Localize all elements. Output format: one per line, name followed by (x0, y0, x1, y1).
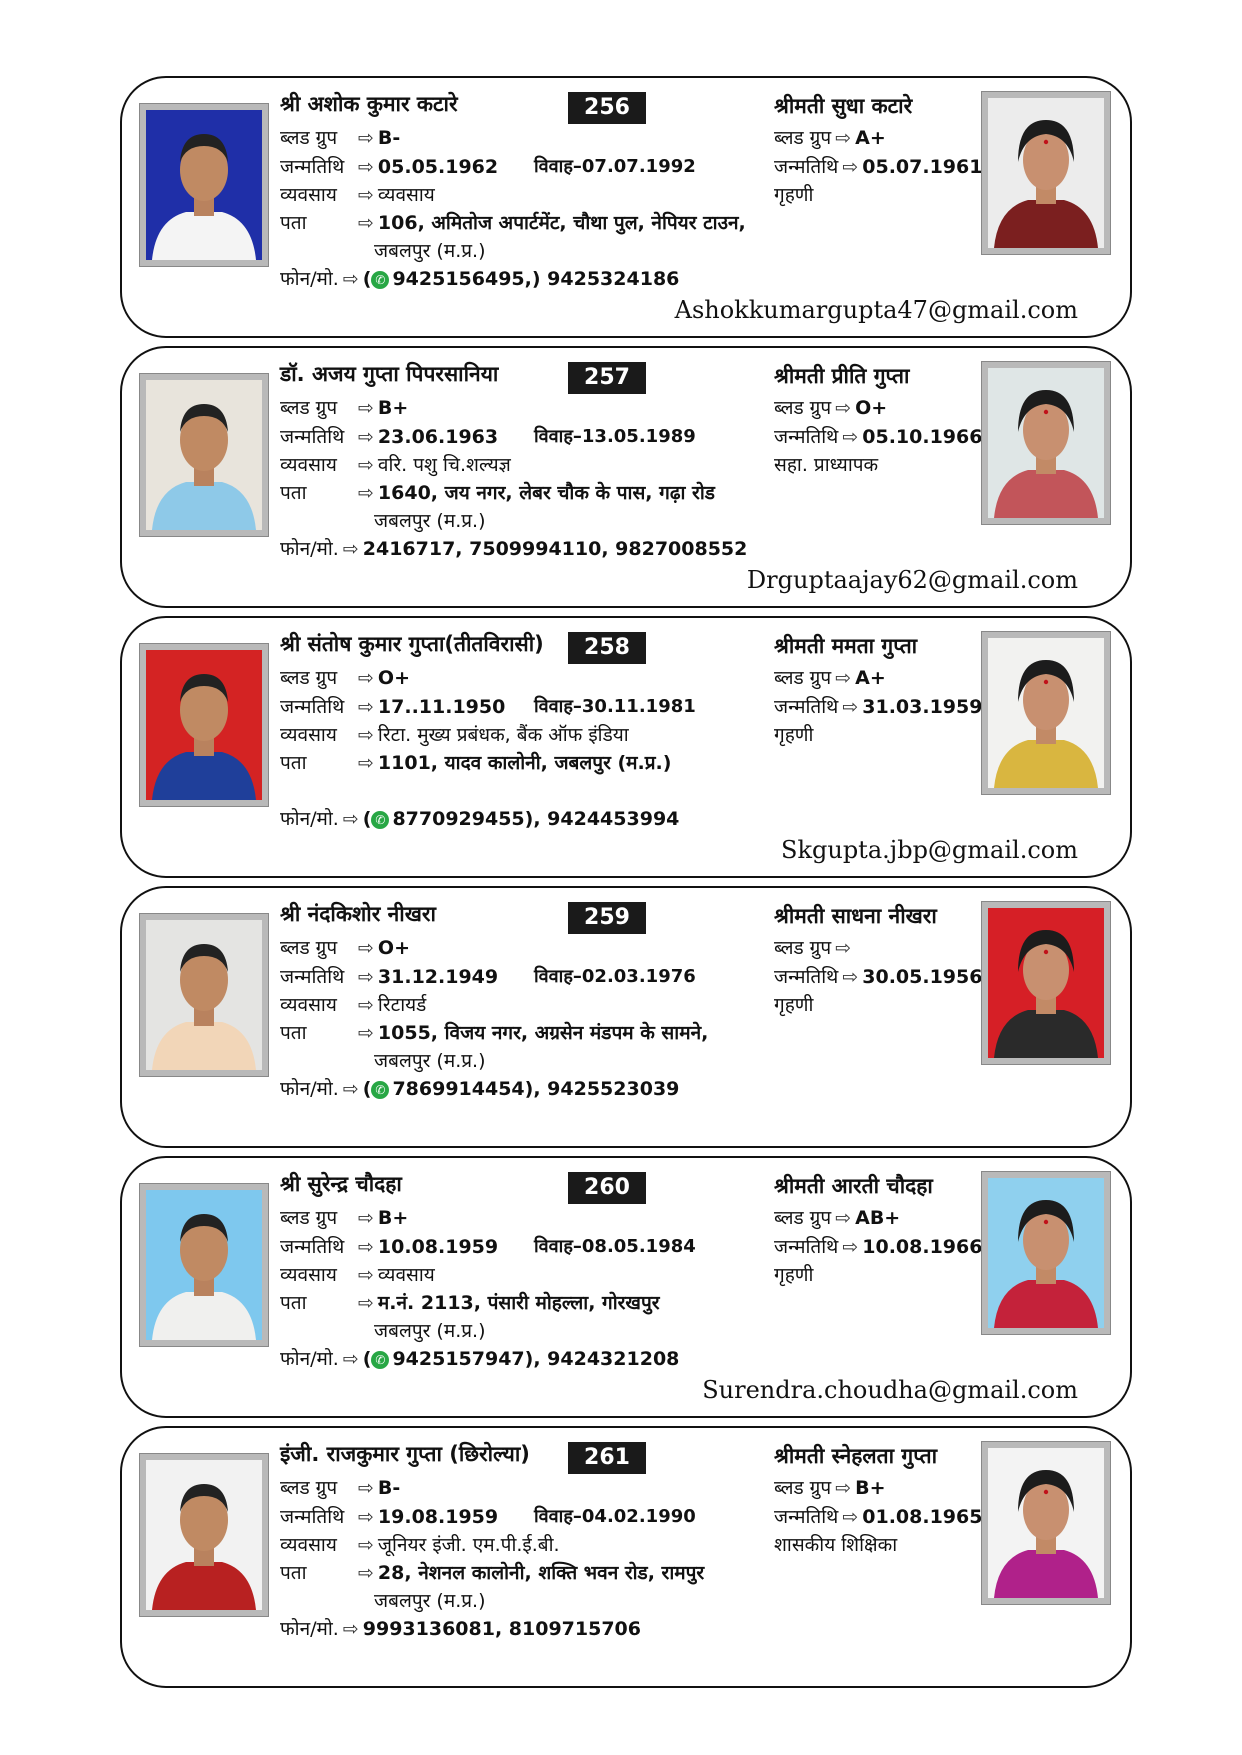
dob-label: जन्मतिथि (774, 696, 839, 718)
husband-occupation: व्यवसाय (377, 184, 435, 206)
wife-occupation: गृहणी (774, 1264, 814, 1286)
arrow-icon: ⇨ (358, 1236, 374, 1258)
arrow-icon: ⇨ (835, 1207, 852, 1229)
husband-photo (140, 914, 268, 1076)
husband-blood: B+ (377, 397, 409, 419)
husband-dob-row (280, 1503, 498, 1529)
address-row (280, 749, 671, 775)
blood-label: ब्लड ग्रुप (280, 937, 338, 959)
email-link[interactable]: Drguptaajay62@gmail.com (746, 566, 1078, 594)
arrow-icon: ⇨ (358, 184, 374, 206)
arrow-icon: ⇨ (342, 268, 359, 290)
arrow-icon: ⇨ (358, 994, 374, 1016)
wife-blood-row (774, 1474, 886, 1500)
address-line1: 28, नेशनल कालोनी, शक्ति भवन रोड, रामपुर (377, 1562, 705, 1584)
husband-blood-row (280, 934, 410, 960)
husband-dob: 10.08.1959 (377, 1236, 499, 1258)
address-label: पता (280, 212, 307, 234)
wife-blood: A+ (855, 127, 886, 149)
husband-occupation-row (280, 721, 629, 747)
husband-blood: B+ (377, 1207, 409, 1229)
husband-photo (140, 1454, 268, 1616)
address-row (280, 1559, 704, 1585)
whatsapp-icon: ✆ (371, 811, 389, 829)
wife-dob: 10.08.1966 (862, 1236, 983, 1258)
wife-photo (982, 362, 1110, 524)
husband-dob: 19.08.1959 (377, 1506, 499, 1528)
address-row (280, 1019, 708, 1045)
phone-label: फोन/मो. (280, 1618, 339, 1640)
whatsapp-number: 8770929455), (392, 808, 541, 830)
dob-label: जन्मतिथि (280, 966, 345, 988)
wife-photo (982, 902, 1110, 1064)
phone-row (280, 265, 679, 291)
husband-occupation: रिटा. मुख्य प्रबंधक, बैंक ऑफ इंडिया (377, 724, 629, 746)
wife-dob-row (774, 423, 982, 449)
dob-label: जन्मतिथि (774, 966, 839, 988)
husband-dob: 17..11.1950 (377, 696, 506, 718)
phone-row (280, 805, 679, 831)
arrow-icon: ⇨ (358, 397, 374, 419)
address-line1: म.नं. 2113, पंसारी मोहल्ला, गोरखपुर (377, 1292, 660, 1314)
phone-numbers: 9993136081, 8109715706 (362, 1618, 642, 1640)
phone-label: फोन/मो. (280, 808, 339, 830)
member-number: 258 (568, 632, 646, 664)
husband-name: श्री नंदकिशोर नीखरा (280, 902, 436, 926)
member-card (120, 346, 1132, 608)
arrow-icon: ⇨ (358, 1506, 374, 1528)
husband-dob-row (280, 1233, 498, 1259)
blood-label: ब्लड ग्रुप (280, 1207, 338, 1229)
wife-dob: 30.05.1956 (862, 966, 983, 988)
arrow-icon: ⇨ (835, 127, 852, 149)
wife-dob: 05.07.1961 (862, 156, 983, 178)
address-line2: जबलपुर (म.प्र.) (374, 1050, 486, 1072)
husband-dob: 05.05.1962 (377, 156, 499, 178)
husband-occupation: जूनियर इंजी. एम.पी.ई.बी. (377, 1534, 560, 1556)
email-link[interactable]: Surendra.choudha@gmail.com (702, 1376, 1078, 1404)
arrow-icon: ⇨ (842, 696, 859, 718)
husband-blood: B- (377, 127, 401, 149)
arrow-icon: ⇨ (342, 1078, 359, 1100)
arrow-icon: ⇨ (358, 966, 374, 988)
wife-dob: 01.08.1965 (862, 1506, 983, 1528)
portrait-image (146, 920, 262, 1070)
arrow-icon: ⇨ (358, 426, 374, 448)
blood-label: ब्लड ग्रुप (774, 1207, 832, 1229)
phone-label: फोन/मो. (280, 1078, 339, 1100)
wife-dob-row (774, 1503, 982, 1529)
wife-blood-row (774, 664, 886, 690)
portrait-image (146, 1460, 262, 1610)
dob-label: जन्मतिथि (774, 156, 839, 178)
phone-numbers: 9425523039 (540, 1078, 680, 1100)
wife-blood: AB+ (855, 1207, 901, 1229)
wife-blood: B+ (855, 1477, 886, 1499)
phone-row (280, 535, 747, 561)
address-row (280, 1289, 660, 1315)
wife-occupation: गृहणी (774, 994, 814, 1016)
husband-name: श्री अशोक कुमार कटारे (280, 92, 458, 116)
wife-dob-row (774, 963, 982, 989)
wife-blood-row (774, 394, 887, 420)
husband-photo (140, 1184, 268, 1346)
marriage-date: विवाह–08.05.1984 (534, 1236, 696, 1257)
occupation-label: व्यवसाय (280, 1534, 337, 1556)
blood-label: ब्लड ग्रुप (774, 1477, 832, 1499)
husband-name: श्री संतोष कुमार गुप्ता(तीतविरासी) (280, 632, 544, 656)
portrait-image (988, 98, 1104, 248)
dob-label: जन्मतिथि (774, 1506, 839, 1528)
phone-label: फोन/मो. (280, 1348, 339, 1370)
blood-label: ब्लड ग्रुप (280, 397, 338, 419)
portrait-image (146, 1190, 262, 1340)
whatsapp-number: 9425157947), (392, 1348, 541, 1370)
husband-dob-row (280, 693, 505, 719)
husband-blood-row (280, 1204, 408, 1230)
husband-occupation-row (280, 991, 426, 1017)
dob-label: जन्मतिथि (280, 1236, 345, 1258)
husband-name: इंजी. राजकुमार गुप्ता (छिरोल्या) (280, 1442, 530, 1466)
address-row (280, 479, 715, 505)
arrow-icon: ⇨ (358, 937, 374, 959)
arrow-icon: ⇨ (358, 1562, 374, 1584)
phone-numbers: 9424453994 (540, 808, 680, 830)
member-number: 257 (568, 362, 646, 394)
arrow-icon: ⇨ (842, 966, 859, 988)
marriage-date: विवाह–07.07.1992 (534, 156, 696, 177)
arrow-icon: ⇨ (358, 667, 374, 689)
phone-prefix: ( (362, 808, 372, 830)
arrow-icon: ⇨ (358, 454, 374, 476)
wife-blood-row (774, 124, 886, 150)
address-line2: जबलपुर (म.प्र.) (374, 240, 486, 262)
address-line2: जबलपुर (म.प्र.) (374, 1590, 486, 1612)
arrow-icon: ⇨ (835, 1477, 852, 1499)
husband-dob: 31.12.1949 (377, 966, 499, 988)
arrow-icon: ⇨ (358, 1292, 374, 1314)
arrow-icon: ⇨ (358, 212, 374, 234)
address-line2: जबलपुर (म.प्र.) (374, 1320, 486, 1342)
portrait-image (988, 1178, 1104, 1328)
arrow-icon: ⇨ (358, 482, 374, 504)
wife-occupation: सहा. प्राध्यापक (774, 454, 879, 476)
husband-occupation: रिटायर्ड (377, 994, 427, 1016)
arrow-icon: ⇨ (358, 696, 374, 718)
address-row (280, 209, 746, 235)
wife-photo (982, 632, 1110, 794)
husband-occupation: व्यवसाय (377, 1264, 435, 1286)
address-line1: 1055, विजय नगर, अग्रसेन मंडपम के सामने, (377, 1022, 709, 1044)
arrow-icon: ⇨ (358, 1534, 374, 1556)
arrow-icon: ⇨ (342, 808, 359, 830)
phone-prefix: ( (362, 1348, 372, 1370)
wife-blood-row (774, 934, 855, 960)
portrait-image (146, 110, 262, 260)
arrow-icon: ⇨ (842, 426, 859, 448)
husband-blood: O+ (377, 937, 410, 959)
phone-numbers: 9425324186 (540, 268, 680, 290)
whatsapp-icon: ✆ (371, 1351, 389, 1369)
marriage-date: विवाह–02.03.1976 (534, 966, 696, 987)
member-card (120, 1426, 1132, 1688)
address-label: पता (280, 482, 307, 504)
husband-name: श्री सुरेन्द्र चौदहा (280, 1172, 402, 1196)
husband-blood-row (280, 394, 408, 420)
blood-label: ब्लड ग्रुप (774, 667, 832, 689)
wife-blood-row (774, 1204, 900, 1230)
husband-blood: B- (377, 1477, 401, 1499)
husband-occupation: वरि. पशु चि.शल्यज्ञ (377, 454, 511, 476)
wife-dob-row (774, 693, 982, 719)
whatsapp-icon: ✆ (371, 271, 389, 289)
phone-row (280, 1075, 679, 1101)
arrow-icon: ⇨ (342, 1348, 359, 1370)
husband-occupation-row (280, 181, 435, 207)
arrow-icon: ⇨ (342, 538, 359, 560)
directory-page (120, 76, 1132, 1696)
wife-occupation: गृहणी (774, 724, 814, 746)
member-card (120, 886, 1132, 1148)
address-line1: 106, अमितोज अपार्टमेंट, चौथा पुल, नेपियर टाउन, (377, 212, 746, 234)
husband-dob-row (280, 963, 498, 989)
wife-photo (982, 1172, 1110, 1334)
arrow-icon: ⇨ (358, 724, 374, 746)
occupation-label: व्यवसाय (280, 454, 337, 476)
husband-photo (140, 644, 268, 806)
whatsapp-number: 7869914454), (392, 1078, 541, 1100)
dob-label: जन्मतिथि (280, 696, 345, 718)
arrow-icon: ⇨ (835, 397, 852, 419)
email-link[interactable]: Skgupta.jbp@gmail.com (781, 836, 1078, 864)
arrow-icon: ⇨ (358, 1264, 374, 1286)
husband-dob-row (280, 153, 498, 179)
phone-row (280, 1345, 679, 1371)
wife-name: श्रीमती ममता गुप्ता (774, 634, 918, 658)
dob-label: जन्मतिथि (280, 1506, 345, 1528)
phone-row (280, 1615, 641, 1641)
member-card (120, 1156, 1132, 1418)
wife-dob-row (774, 1233, 982, 1259)
phone-numbers: 9424321208 (540, 1348, 680, 1370)
arrow-icon: ⇨ (342, 1618, 359, 1640)
member-card (120, 616, 1132, 878)
occupation-label: व्यवसाय (280, 724, 337, 746)
husband-blood-row (280, 664, 410, 690)
wife-name: श्रीमती आरती चौदहा (774, 1174, 933, 1198)
address-line1: 1640, जय नगर, लेबर चौक के पास, गढ़ा रोड (377, 482, 715, 504)
wife-dob: 31.03.1959 (862, 696, 983, 718)
wife-blood: O+ (855, 397, 888, 419)
address-line1: 1101, यादव कालोनी, जबलपुर (म.प्र.) (377, 752, 672, 774)
husband-occupation-row (280, 1531, 560, 1557)
phone-prefix: ( (362, 268, 372, 290)
arrow-icon: ⇨ (358, 1477, 374, 1499)
arrow-icon: ⇨ (835, 937, 852, 959)
blood-label: ब्लड ग्रुप (774, 127, 832, 149)
phone-prefix: ( (362, 1078, 372, 1100)
phone-numbers: 2416717, 7509994110, 9827008552 (362, 538, 748, 560)
husband-name: डॉ. अजय गुप्ता पिपरसानिया (280, 362, 499, 386)
email-link[interactable]: Ashokkumargupta47@gmail.com (674, 296, 1078, 324)
dob-label: जन्मतिथि (774, 1236, 839, 1258)
portrait-image (988, 368, 1104, 518)
occupation-label: व्यवसाय (280, 1264, 337, 1286)
phone-label: फोन/मो. (280, 268, 339, 290)
occupation-label: व्यवसाय (280, 994, 337, 1016)
husband-dob-row (280, 423, 498, 449)
member-card (120, 76, 1132, 338)
arrow-icon: ⇨ (358, 1207, 374, 1229)
husband-occupation-row (280, 451, 511, 477)
arrow-icon: ⇨ (358, 156, 374, 178)
husband-blood-row (280, 1474, 400, 1500)
phone-label: फोन/मो. (280, 538, 339, 560)
address-label: पता (280, 752, 307, 774)
portrait-image (146, 650, 262, 800)
wife-occupation: शासकीय शिक्षिका (774, 1534, 898, 1556)
address-line2: जबलपुर (म.प्र.) (374, 510, 486, 532)
address-label: पता (280, 1292, 307, 1314)
husband-photo (140, 374, 268, 536)
occupation-label: व्यवसाय (280, 184, 337, 206)
arrow-icon: ⇨ (842, 1506, 859, 1528)
wife-blood: A+ (855, 667, 886, 689)
wife-name: श्रीमती साधना नीखरा (774, 904, 937, 928)
husband-photo (140, 104, 268, 266)
husband-occupation-row (280, 1261, 435, 1287)
arrow-icon: ⇨ (358, 127, 374, 149)
wife-dob-row (774, 153, 982, 179)
portrait-image (988, 1448, 1104, 1598)
marriage-date: विवाह–13.05.1989 (534, 426, 696, 447)
blood-label: ब्लड ग्रुप (280, 1477, 338, 1499)
marriage-date: विवाह–30.11.1981 (534, 696, 696, 717)
portrait-image (988, 908, 1104, 1058)
arrow-icon: ⇨ (358, 752, 374, 774)
member-number: 256 (568, 92, 646, 124)
wife-photo (982, 92, 1110, 254)
dob-label: जन्मतिथि (280, 426, 345, 448)
dob-label: जन्मतिथि (280, 156, 345, 178)
marriage-date: विवाह–04.02.1990 (534, 1506, 696, 1527)
wife-photo (982, 1442, 1110, 1604)
dob-label: जन्मतिथि (774, 426, 839, 448)
blood-label: ब्लड ग्रुप (774, 937, 832, 959)
arrow-icon: ⇨ (358, 1022, 374, 1044)
husband-dob: 23.06.1963 (377, 426, 499, 448)
wife-dob: 05.10.1966 (862, 426, 983, 448)
portrait-image (988, 638, 1104, 788)
blood-label: ब्लड ग्रुप (280, 667, 338, 689)
husband-blood: O+ (377, 667, 410, 689)
husband-blood-row (280, 124, 400, 150)
address-label: पता (280, 1562, 307, 1584)
blood-label: ब्लड ग्रुप (774, 397, 832, 419)
member-number: 261 (568, 1442, 646, 1474)
wife-name: श्रीमती सुधा कटारे (774, 94, 913, 118)
arrow-icon: ⇨ (842, 1236, 859, 1258)
wife-name: श्रीमती स्नेहलता गुप्ता (774, 1444, 938, 1468)
portrait-image (146, 380, 262, 530)
member-number: 260 (568, 1172, 646, 1204)
address-label: पता (280, 1022, 307, 1044)
whatsapp-icon: ✆ (371, 1081, 389, 1099)
blood-label: ब्लड ग्रुप (280, 127, 338, 149)
wife-name: श्रीमती प्रीति गुप्ता (774, 364, 910, 388)
whatsapp-number: 9425156495,) (392, 268, 541, 290)
wife-occupation: गृहणी (774, 184, 814, 206)
member-number: 259 (568, 902, 646, 934)
arrow-icon: ⇨ (842, 156, 859, 178)
arrow-icon: ⇨ (835, 667, 852, 689)
